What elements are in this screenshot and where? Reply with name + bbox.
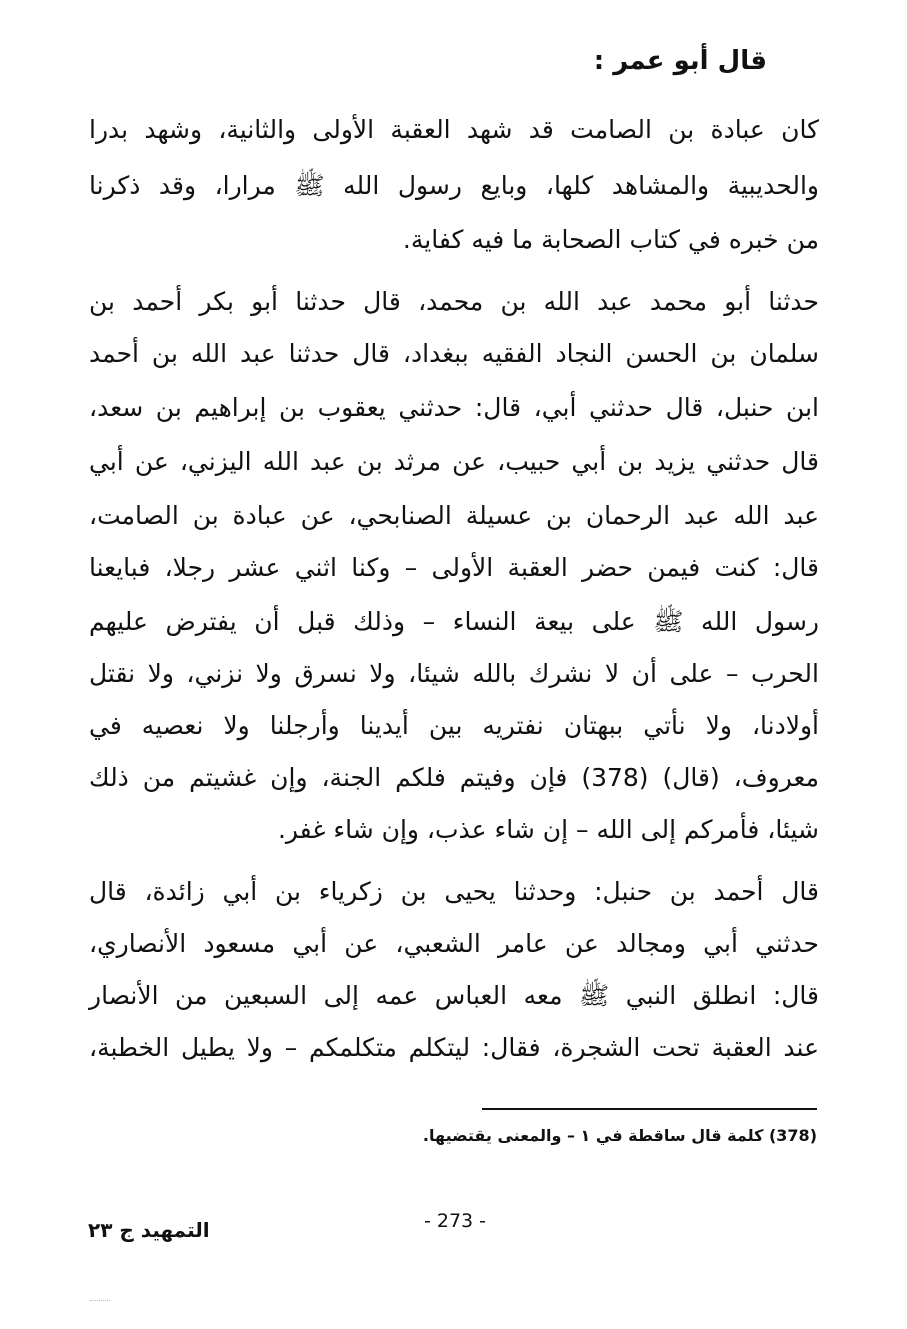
paragraph-2-line-10: معروف، (قال) (378) فإن وفيتم فلكم الجنة، وإن غشيتم من ذلك bbox=[89, 763, 819, 792]
paragraph-2-line-9: أولادنا، ولا نأتي ببهتان نفتريه بين أيدينا وأرجلنا ولا نعصيه في bbox=[89, 711, 819, 740]
paragraph-2-line-7: رسول الله ﷺ على بيعة النساء – وذلك قبل أن يفترض عليهم bbox=[89, 607, 819, 636]
paragraph-2-line-1: حدثنا أبو محمد عبد الله بن محمد، قال حدثنا أبو بكر أحمد بن bbox=[89, 287, 819, 316]
paragraph-2-line-6: قال: كنت فيمن حضر العقبة الأولى – وكنا اثني عشر رجلا، فبايعنا bbox=[89, 553, 819, 582]
footnote: (378) كلمة قال ساقطة في ١ – والمعنى يقتضيها. bbox=[422, 1126, 817, 1145]
paragraph-2-line-4: قال حدثني يزيد بن أبي حبيب، عن مرثد بن عبد الله اليزني، عن أبي bbox=[89, 447, 819, 476]
paragraph-2-line-3: ابن حنبل، قال حدثني أبي، قال: حدثني يعقوب بن إبراهيم بن سعد، bbox=[89, 393, 819, 422]
footnote-divider bbox=[482, 1108, 817, 1110]
paragraph-1-line-2: والحديبية والمشاهد كلها، وبايع رسول الله ﷺ مرارا، وقد ذكرنا bbox=[89, 171, 819, 200]
paragraph-2-line-5: عبد الله عبد الرحمان بن عسيلة الصنابحي، عن عبادة بن الصامت، bbox=[89, 501, 819, 530]
paragraph-3-line-3: قال: انطلق النبي ﷺ معه العباس عمه إلى السبعين من الأنصار bbox=[89, 981, 819, 1010]
scan-artifact bbox=[90, 1300, 110, 1301]
paragraph-1-line-3: من خبره في كتاب الصحابة ما فيه كفاية. bbox=[402, 225, 819, 254]
paragraph-2-line-2: سلمان بن الحسن النجاد الفقيه ببغداد، قال حدثنا عبد الله بن أحمد bbox=[89, 339, 819, 368]
paragraph-3-line-2: حدثني أبي ومجالد عن عامر الشعبي، عن أبي مسعود الأنصاري، bbox=[89, 929, 819, 958]
paragraph-2-line-8: الحرب – على أن لا نشرك بالله شيئا، ولا نسرق ولا نزني، ولا نقتل bbox=[89, 659, 819, 688]
paragraph-3-line-4: عند العقبة تحت الشجرة، فقال: ليتكلم متكلمكم – ولا يطيل الخطبة، bbox=[89, 1033, 819, 1062]
running-head: التمهيد ج ٢٣ bbox=[88, 1218, 210, 1242]
page-number: - 273 - bbox=[423, 1210, 487, 1232]
paragraph-3-line-1: قال أحمد بن حنبل: وحدثنا يحيى بن زكرياء بن أبي زائدة، قال bbox=[89, 877, 819, 906]
paragraph-1-line-1: كان عبادة بن الصامت قد شهد العقبة الأولى والثانية، وشهد بدرا bbox=[89, 115, 819, 144]
paragraph-2-line-11: شيئا، فأمركم إلى الله – إن شاء عذب، وإن شاء غفر. bbox=[277, 815, 819, 844]
section-heading: قال أبو عمر : bbox=[593, 46, 767, 76]
